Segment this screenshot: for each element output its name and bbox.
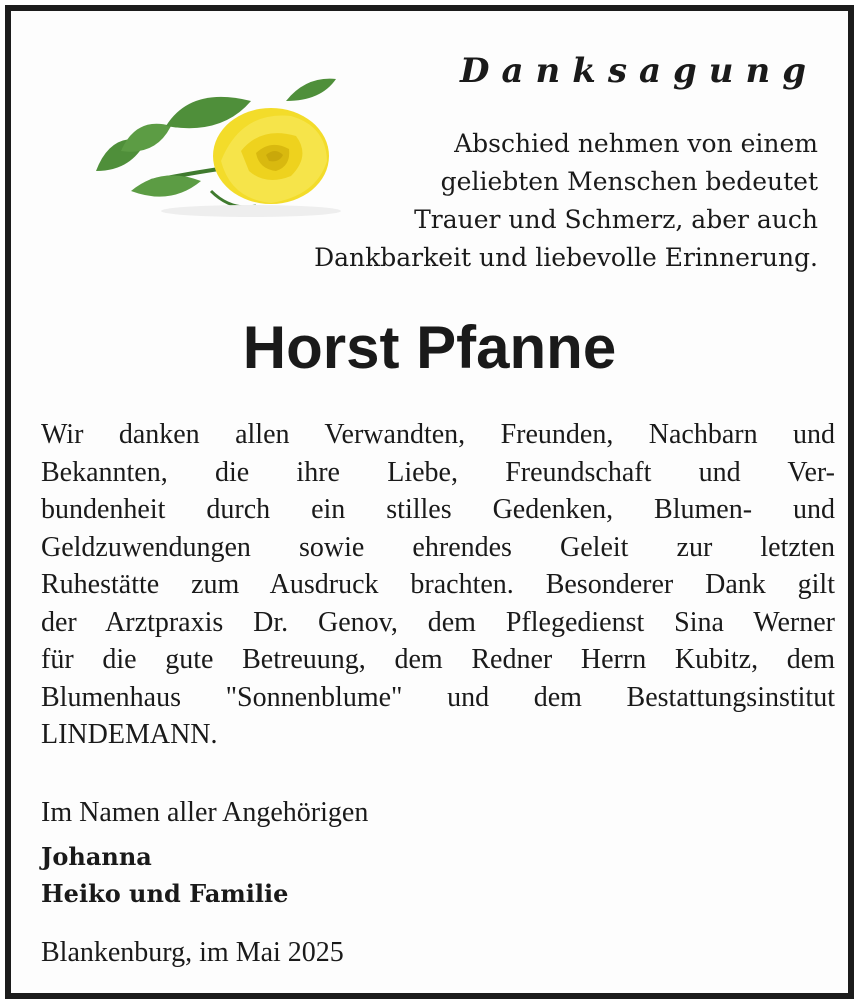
quote-line: Trauer und Schmerz, aber auch (414, 205, 818, 234)
yellow-rose-icon (91, 71, 351, 221)
body-line: für die gute Betreuung, dem Redner Herrn Kubitz, dem (41, 644, 835, 675)
farewell-quote (314, 125, 818, 277)
deceased-name: Horst Pfanne (242, 314, 617, 381)
body-line: der Arztpraxis Dr. Genov, dem Pflegedienst Sina Werner (41, 606, 835, 638)
signature-name: Johanna (41, 842, 152, 871)
thanks-paragraph (41, 416, 835, 754)
notice-frame (5, 5, 854, 999)
body-line: Blumenhaus "Sonnenblume" und dem Bestattungsinstitut (41, 681, 835, 713)
signature-name: Heiko und Familie (41, 879, 289, 908)
notice-heading: Danksagung (460, 51, 818, 91)
body-line: Bekannten, die ihre Liebe, Freundschaft und Ver- (41, 456, 835, 488)
body-line: Geldzuwendungen sowie ehrendes Geleit zur letzten (41, 531, 835, 563)
body-line: Ruhestätte zum Ausdruck brachten. Besonderer Dank gilt (41, 569, 835, 600)
place-date: Blankenburg, im Mai 2025 (41, 937, 344, 968)
body-line: LINDEMANN. (41, 719, 218, 750)
body-line: bundenheit durch ein stilles Gedenken, Blumen- und (41, 494, 835, 525)
quote-line: Abschied nehmen von einem (454, 129, 818, 158)
body-line: Wir danken allen Verwandten, Freunden, Nachbarn und (41, 419, 835, 450)
quote-line: Dankbarkeit und liebevolle Erinnerung. (314, 243, 818, 272)
signature-intro: Im Namen aller Angehörigen (41, 797, 369, 828)
quote-line: geliebten Menschen bedeutet (440, 167, 818, 196)
